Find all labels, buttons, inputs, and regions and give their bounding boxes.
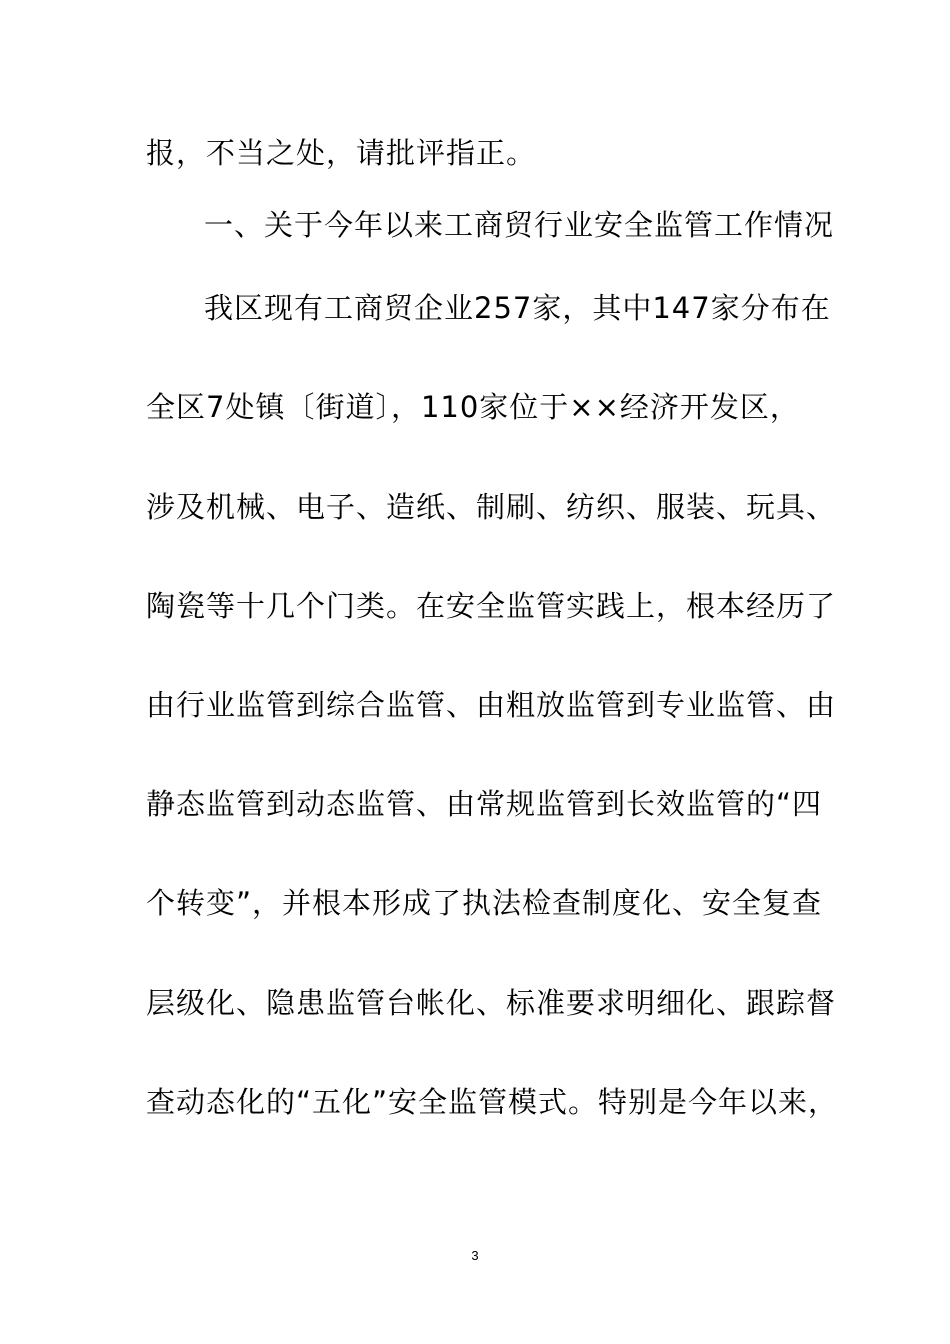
text-line: 静态监管到动态监管、由常规监管到长效监管的“四 <box>146 787 823 821</box>
page-number: 3 <box>471 1248 479 1263</box>
paragraph-first-line: 我区现有工商贸企业257家，其中147家分布在 <box>204 291 831 325</box>
text-line: 个转变”，并根本形成了执法检查制度化、安全复查 <box>146 886 823 920</box>
text-line: 由行业监管到综合监管、由粗放监管到专业监管、由 <box>146 688 837 722</box>
text-line: 报，不当之处，请批评指正。 <box>146 136 537 170</box>
text-line: 查动态化的“五化”安全监管模式。特别是今年以来， <box>146 1085 839 1119</box>
section-heading: 一、关于今年以来工商贸行业安全监管工作情况 <box>204 208 835 242</box>
text-line: 全区7处镇〔街道〕，110家位于××经济开发区， <box>146 390 800 424</box>
text-line: 陶瓷等十几个门类。在安全监管实践上，根本经历了 <box>146 589 837 623</box>
text-line: 涉及机械、电子、造纸、制刷、纺织、服装、玩具、 <box>146 490 837 524</box>
text-line: 层级化、隐患监管台帐化、标准要求明细化、跟踪督 <box>146 986 837 1020</box>
